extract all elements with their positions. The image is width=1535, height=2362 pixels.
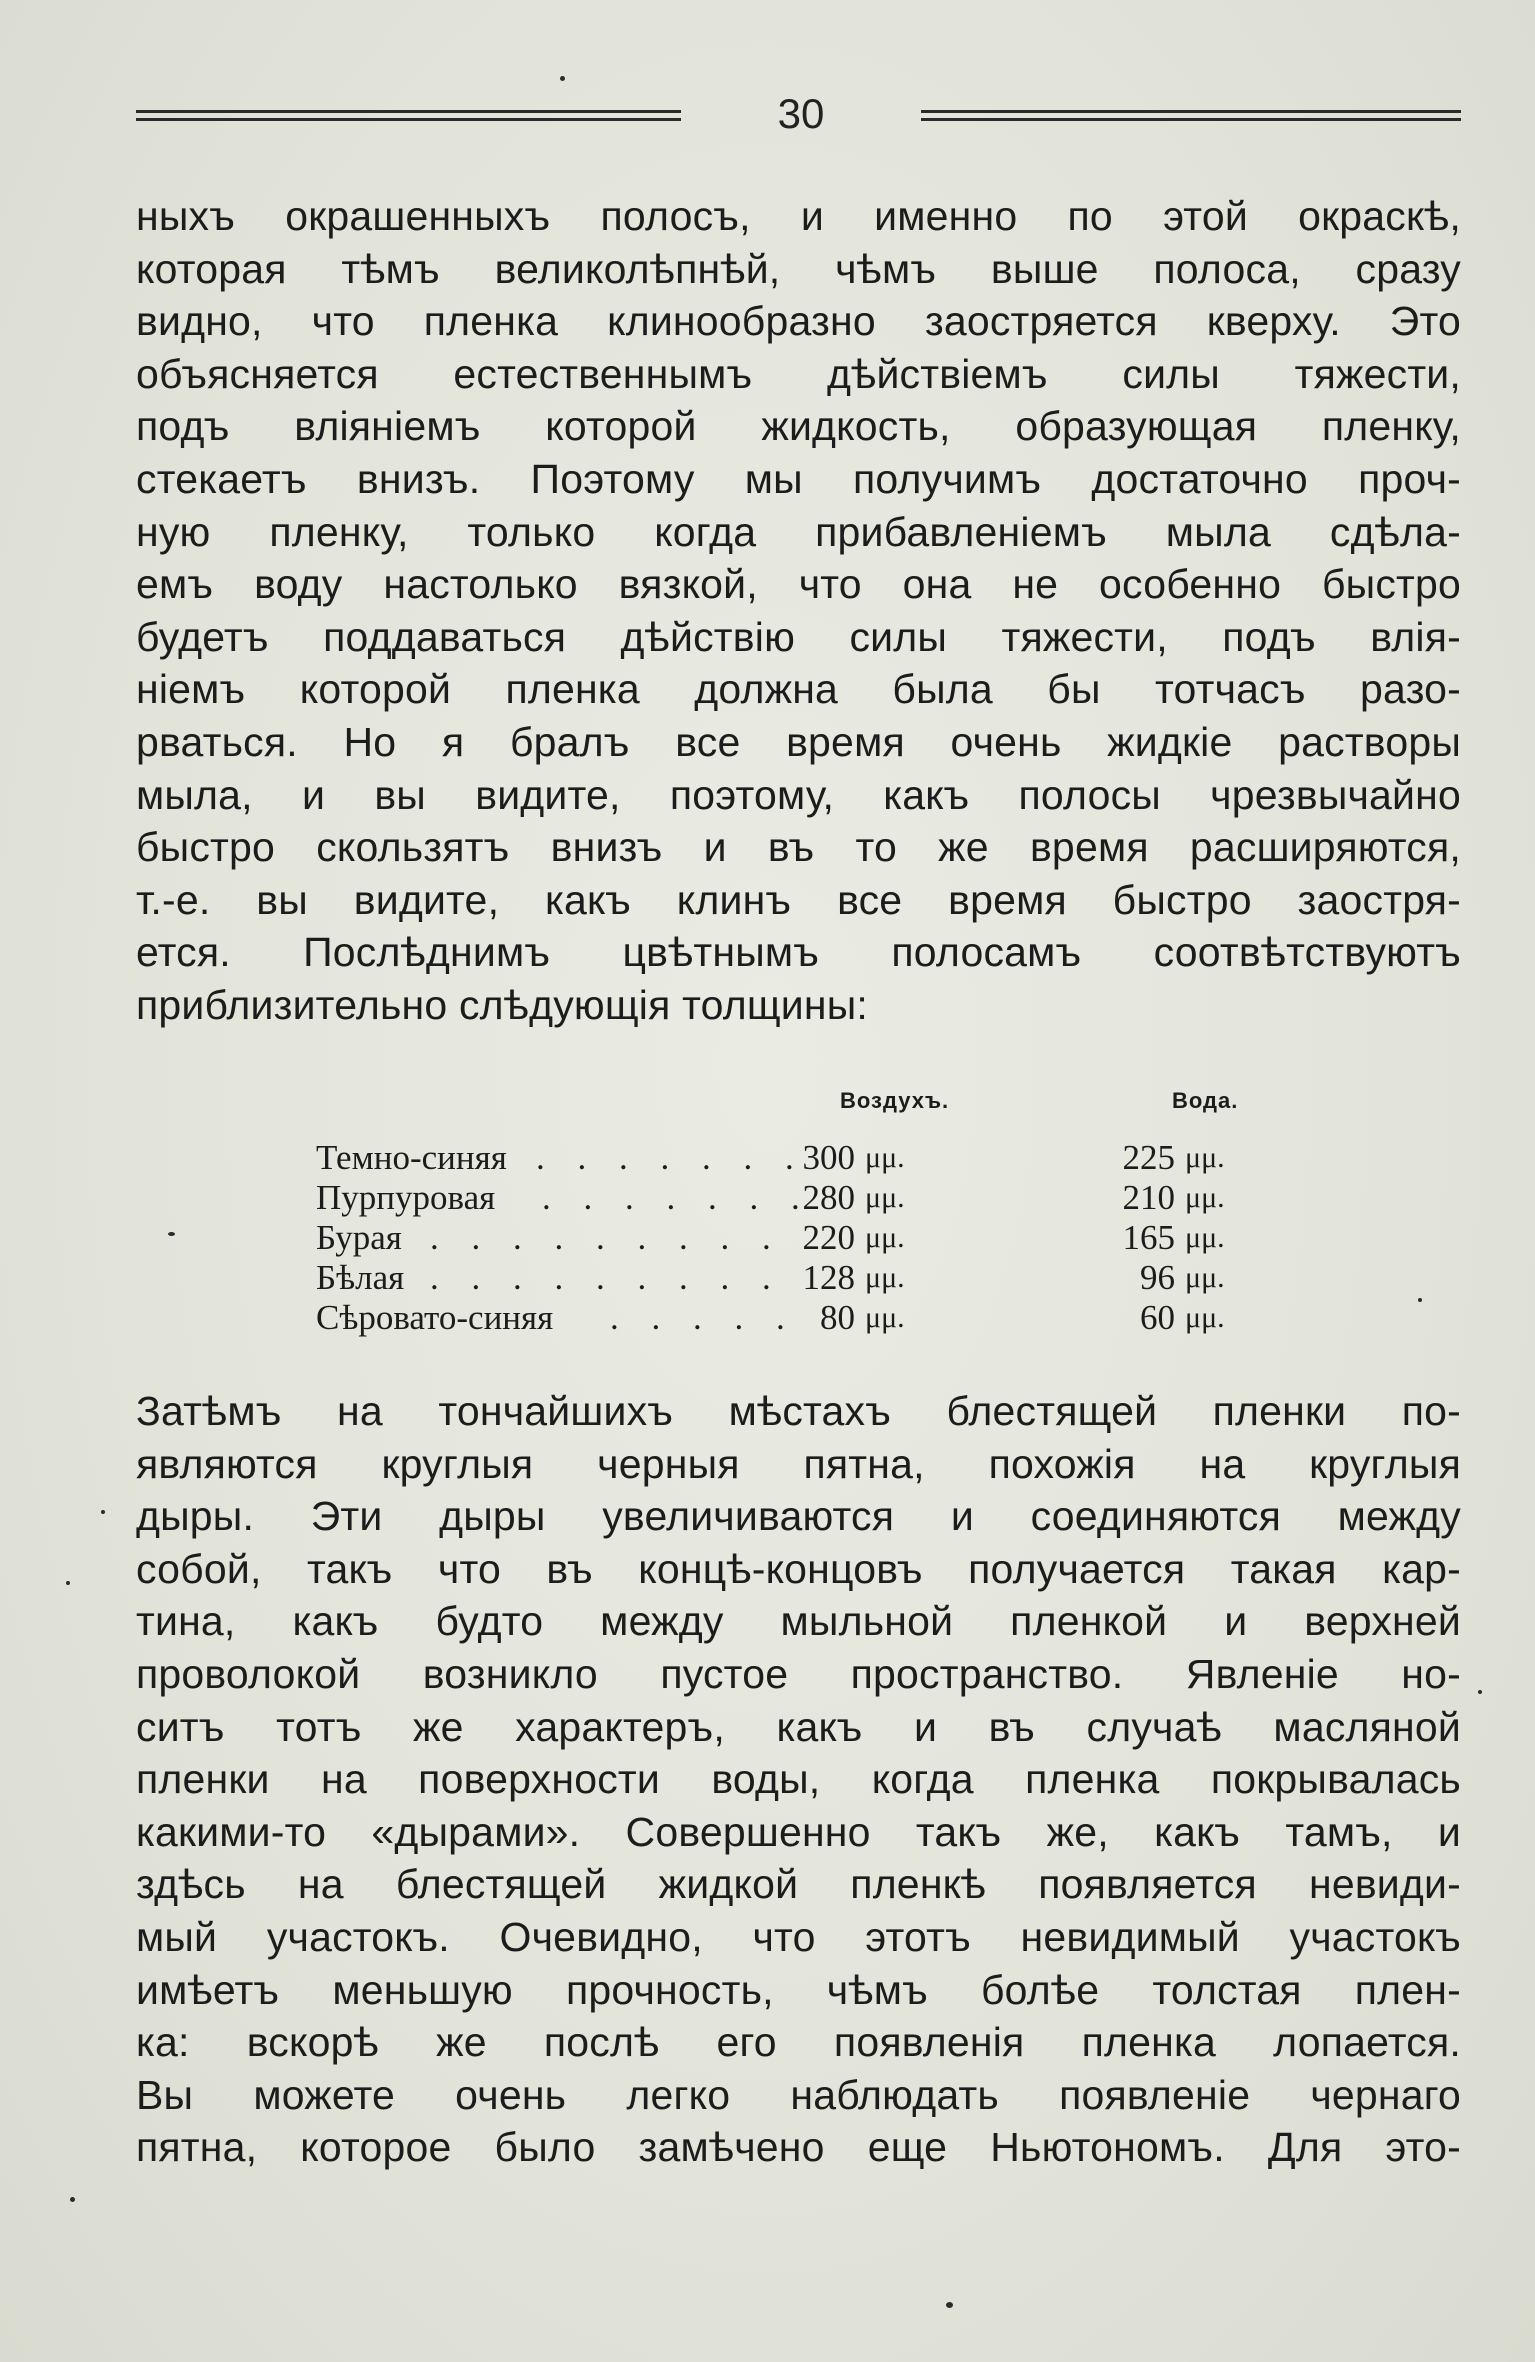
thickness-table <box>310 1088 1310 1348</box>
air-unit: μμ. <box>865 1141 905 1174</box>
text-line: ка: вскорѣ же послѣ его появленія пленка лопается. <box>136 2019 1461 2066</box>
header-rule-right <box>921 110 1461 121</box>
text-line: ніемъ которой пленка должна была бы тотчасъ разо- <box>136 666 1461 713</box>
air-value: 300 <box>802 1138 855 1177</box>
page-number: 30 <box>777 90 825 137</box>
ink-speck <box>70 2197 75 2202</box>
ink-speck <box>168 1232 175 1236</box>
text-line: рваться. Но я бралъ все время очень жидкіе растворы <box>136 718 1461 765</box>
header-rule-left <box>136 110 681 121</box>
color-name: Бѣлая <box>316 1258 405 1297</box>
text-line: ситъ тотъ же характеръ, какъ и въ случаѣ масляной <box>136 1703 1461 1750</box>
text-line: объясняется естественнымъ дѣйствіемъ силы тяжести, <box>136 350 1461 397</box>
text-line: здѣсь на блестящей жидкой пленкѣ появляется невиди- <box>136 1861 1461 1908</box>
water-value: 225 <box>1122 1138 1175 1177</box>
water-unit: μμ. <box>1185 1181 1225 1214</box>
text-line: стекаетъ внизъ. Поэтому мы получимъ достаточно проч- <box>136 455 1461 502</box>
text-line: имѣетъ меньшую прочность, чѣмъ болѣе толстая плен- <box>136 1966 1461 2013</box>
water-value: 210 <box>1122 1178 1175 1217</box>
water-value: 165 <box>1122 1218 1175 1257</box>
text-line: какими-то «дырами». Совершенно такъ же, какъ тамъ, и <box>136 1808 1461 1855</box>
ink-speck <box>101 1510 105 1514</box>
text-line: быстро скользятъ внизъ и въ то же время расширяются, <box>136 824 1461 871</box>
table-row <box>310 1178 1310 1218</box>
color-name: Пурпуровая <box>316 1178 496 1217</box>
color-name: Бурая <box>316 1218 402 1257</box>
column-header-water: Вода. <box>1172 1088 1239 1113</box>
table-row <box>310 1298 1310 1338</box>
text-line: пятна, которое было замѣчено еще Ньютономъ. Для это- <box>136 2124 1461 2171</box>
water-value: 96 <box>1140 1258 1175 1297</box>
water-unit: μμ. <box>1185 1141 1225 1174</box>
text-line: Вы можете очень легко наблюдать появленіе чернаго <box>136 2071 1461 2118</box>
text-line: мыла, и вы видите, поэтому, какъ полосы чрезвычайно <box>136 771 1461 818</box>
table-row <box>310 1258 1310 1298</box>
running-head <box>136 88 1461 140</box>
table-row <box>310 1138 1310 1178</box>
text-line: емъ воду настолько вязкой, что она не особенно быстро <box>136 561 1461 608</box>
air-value: 220 <box>802 1218 855 1257</box>
text-line: собой, такъ что въ концѣ-концовъ получается такая кар- <box>136 1545 1461 1592</box>
water-unit: μμ. <box>1185 1221 1225 1254</box>
ink-speck <box>946 2302 953 2308</box>
color-name: Темно-синяя <box>316 1138 507 1177</box>
text-line: мый участокъ. Очевидно, что этотъ невидимый участокъ <box>136 1913 1461 1960</box>
text-line: которая тѣмъ великолѣпнѣй, чѣмъ выше полоса, сразу <box>136 245 1461 292</box>
ink-speck <box>560 76 565 81</box>
text-line: проволокой возникло пустое пространство. Явленіе но- <box>136 1650 1461 1697</box>
leader-dots: . . . . . . . . . <box>430 1258 783 1297</box>
ink-speck <box>1478 1690 1482 1694</box>
leader-dots: . . . . . <box>610 1298 797 1337</box>
air-value: 280 <box>802 1178 855 1217</box>
text-line: ную пленку, только когда прибавленіемъ мыла сдѣла- <box>136 508 1461 555</box>
text-line: видно, что пленка клинообразно заостряется кверху. Это <box>136 298 1461 345</box>
water-value: 60 <box>1140 1298 1175 1337</box>
air-unit: μμ. <box>865 1301 905 1334</box>
water-unit: μμ. <box>1185 1301 1225 1334</box>
ink-speck <box>1418 1298 1422 1302</box>
air-unit: μμ. <box>865 1221 905 1254</box>
leader-dots: . . . . . . . <box>542 1178 812 1217</box>
text-line: ныхъ окрашенныхъ полосъ, и именно по этой окраскѣ, <box>136 193 1461 239</box>
text-line: пленки на поверхности воды, когда пленка покрывалась <box>136 1756 1461 1803</box>
text-line: т.-е. вы видите, какъ клинъ все время быстро заостря- <box>136 876 1461 923</box>
paragraph-1 <box>136 190 1461 1032</box>
text-line: приблизительно слѣдующія толщины: <box>136 981 868 1028</box>
water-unit: μμ. <box>1185 1261 1225 1294</box>
text-line: дыры. Эти дыры увеличиваются и соединяются между <box>136 1493 1461 1540</box>
leader-dots: . . . . . . . <box>536 1138 806 1177</box>
air-value: 80 <box>820 1298 855 1337</box>
air-unit: μμ. <box>865 1261 905 1294</box>
table-row <box>310 1218 1310 1258</box>
ink-speck <box>66 1581 70 1585</box>
column-header-air: Воздухъ. <box>840 1088 950 1113</box>
text-line: подъ вліяніемъ которой жидкость, образующая пленку, <box>136 403 1461 450</box>
leader-dots: . . . . . . . . . <box>430 1218 783 1257</box>
text-line: тина, какъ будто между мыльной пленкой и верхней <box>136 1598 1461 1645</box>
text-line: ется. Послѣднимъ цвѣтнымъ полосамъ соотвѣтствуютъ <box>136 929 1461 976</box>
text-line: Затѣмъ на тончайшихъ мѣстахъ блестящей пленки по- <box>136 1388 1461 1434</box>
text-line: будетъ поддаваться дѣйствію силы тяжести, подъ влія- <box>136 613 1461 660</box>
air-unit: μμ. <box>865 1181 905 1214</box>
text-line: являются круглыя черныя пятна, похожія на круглыя <box>136 1440 1461 1487</box>
air-value: 128 <box>802 1258 855 1297</box>
color-name: Сѣровато-синяя <box>316 1298 554 1337</box>
paragraph-2 <box>136 1385 1461 2174</box>
